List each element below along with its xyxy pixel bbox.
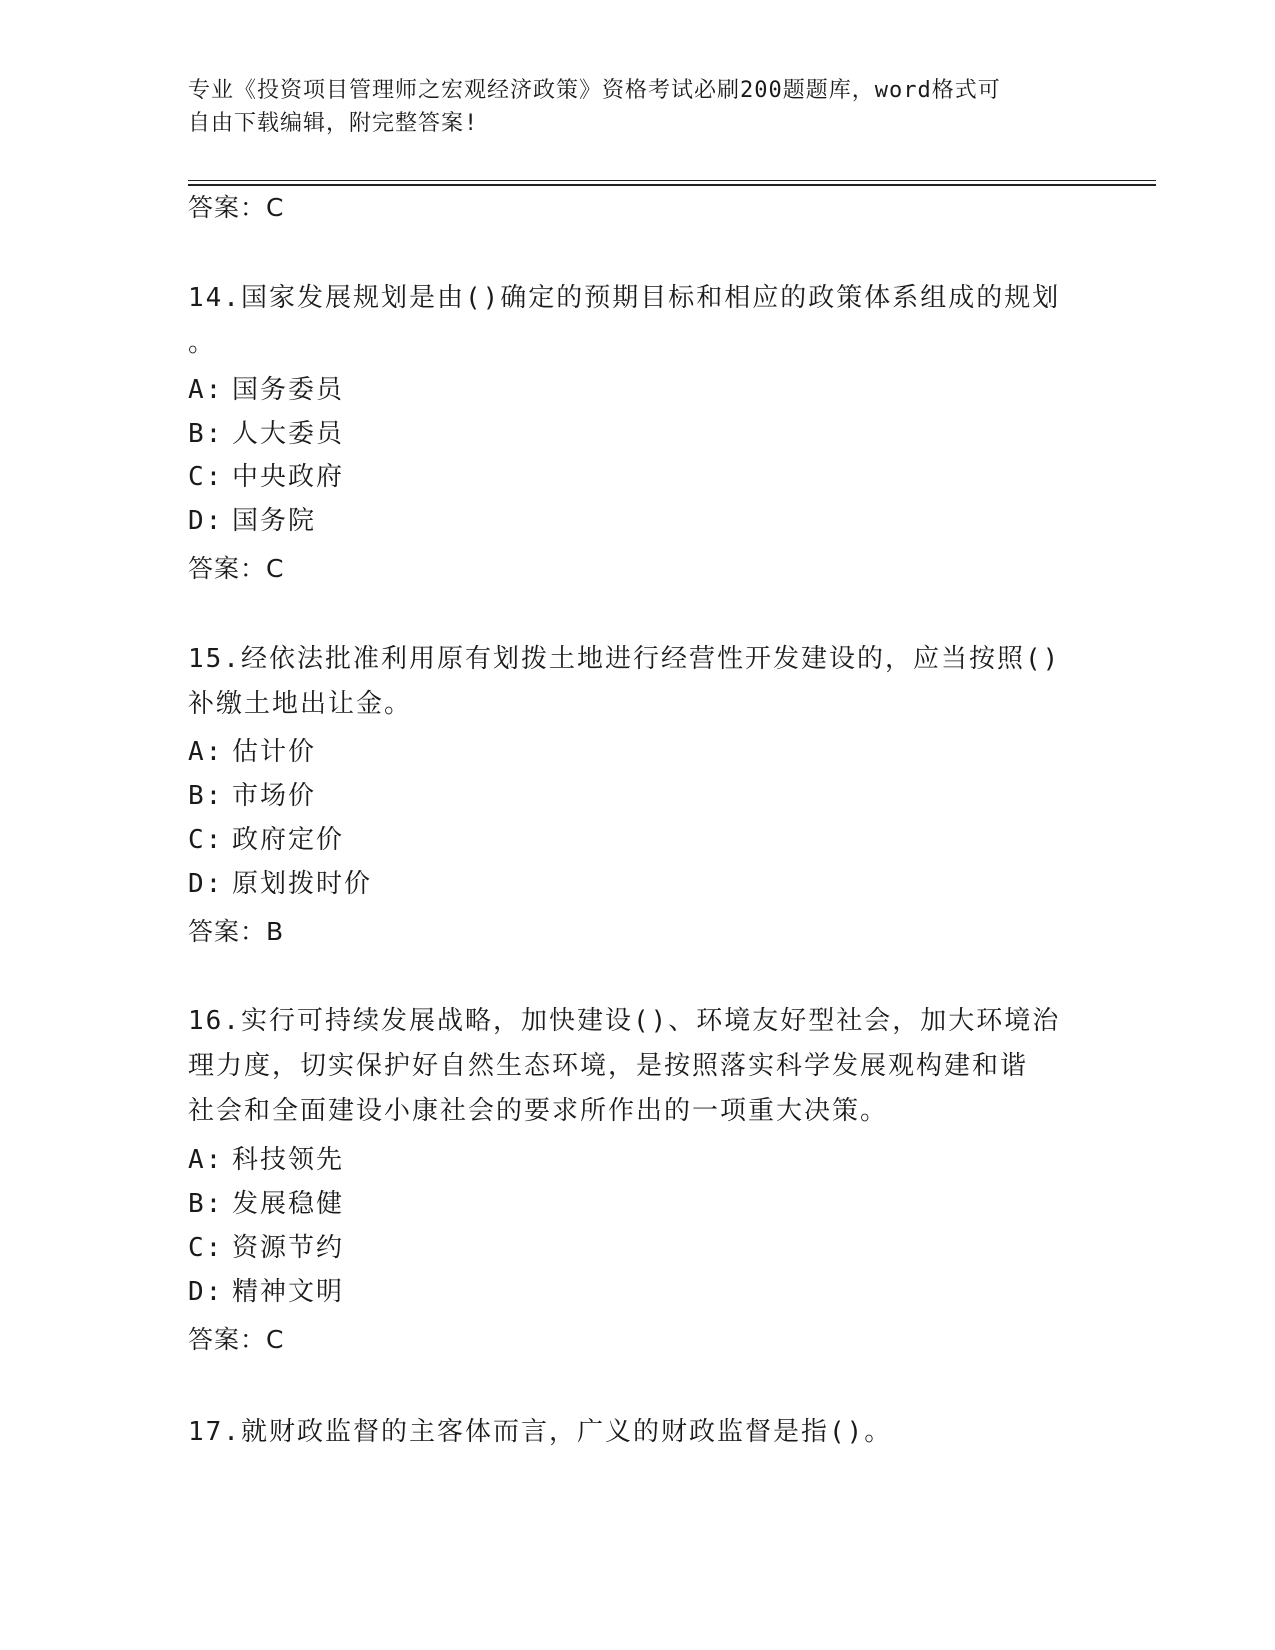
question-stem-continuation: 社会和全面建设小康社会的要求所作出的一项重大决策。	[188, 1096, 889, 1126]
option-d	[188, 867, 372, 901]
option-b	[188, 1187, 344, 1221]
question-stem-continuation: 。	[188, 328, 217, 358]
option-text: 科技领先	[232, 1145, 345, 1175]
option-text: 原划拨时价	[232, 869, 373, 899]
option-letter: B:	[188, 781, 224, 811]
header-divider-thick	[188, 184, 1156, 186]
question-14	[188, 276, 1078, 366]
option-letter: C:	[188, 825, 224, 855]
question-stem: 15.经依法批准利用原有划拨土地进行经营性开发建设的，应当按照()	[188, 644, 1061, 674]
document-header	[188, 74, 1068, 140]
option-text: 国务委员	[232, 375, 345, 405]
option-letter: A:	[188, 737, 224, 767]
option-letter: B:	[188, 419, 224, 449]
option-letter: A:	[188, 1145, 224, 1175]
header-line-2: 自由下载编辑，附完整答案!	[188, 111, 479, 136]
option-c	[188, 823, 344, 857]
option-d	[188, 1275, 344, 1309]
question-17	[188, 1410, 1078, 1455]
option-a	[188, 1143, 344, 1177]
question-stem: 16.实行可持续发展战略，加快建设()、环境友好型社会，加大环境治	[188, 1006, 1061, 1036]
header-divider-thin	[188, 180, 1156, 181]
option-letter: D:	[188, 869, 224, 899]
option-letter: D:	[188, 506, 224, 536]
question-stem-continuation: 理力度，切实保护好自然生态环境，是按照落实科学发展观构建和谐	[188, 1051, 1029, 1081]
option-letter: B:	[188, 1189, 224, 1219]
option-a	[188, 373, 344, 407]
option-b	[188, 417, 344, 451]
option-text: 市场价	[232, 781, 317, 811]
option-c	[188, 1231, 344, 1265]
answer-14: 答案：C	[188, 554, 285, 583]
option-text: 中央政府	[232, 462, 345, 492]
option-text: 资源节约	[232, 1233, 345, 1263]
option-letter: D:	[188, 1277, 224, 1307]
question-stem: 14.国家发展规划是由()确定的预期目标和相应的政策体系组成的规划	[188, 283, 1061, 313]
question-stem: 17.就财政监督的主客体而言，广义的财政监督是指()。	[188, 1417, 893, 1447]
option-c	[188, 460, 344, 494]
option-text: 发展稳健	[232, 1189, 345, 1219]
answer-15: 答案：B	[188, 917, 285, 946]
option-letter: C:	[188, 1233, 224, 1263]
option-text: 人大委员	[232, 419, 345, 449]
option-text: 估计价	[232, 737, 317, 767]
option-letter: C:	[188, 462, 224, 492]
answer-16: 答案：C	[188, 1325, 285, 1354]
option-letter: A:	[188, 375, 224, 405]
question-16	[188, 999, 1078, 1134]
option-text: 精神文明	[232, 1277, 345, 1307]
option-text: 国务院	[232, 506, 317, 536]
question-15	[188, 637, 1078, 727]
previous-answer: 答案：C	[188, 193, 285, 222]
header-line-1: 专业《投资项目管理师之宏观经济政策》资格考试必刷200题题库，word格式可	[188, 78, 1001, 103]
option-b	[188, 779, 316, 813]
option-a	[188, 735, 316, 769]
option-d	[188, 504, 316, 538]
question-stem-continuation: 补缴土地出让金。	[188, 689, 413, 719]
option-text: 政府定价	[232, 825, 345, 855]
